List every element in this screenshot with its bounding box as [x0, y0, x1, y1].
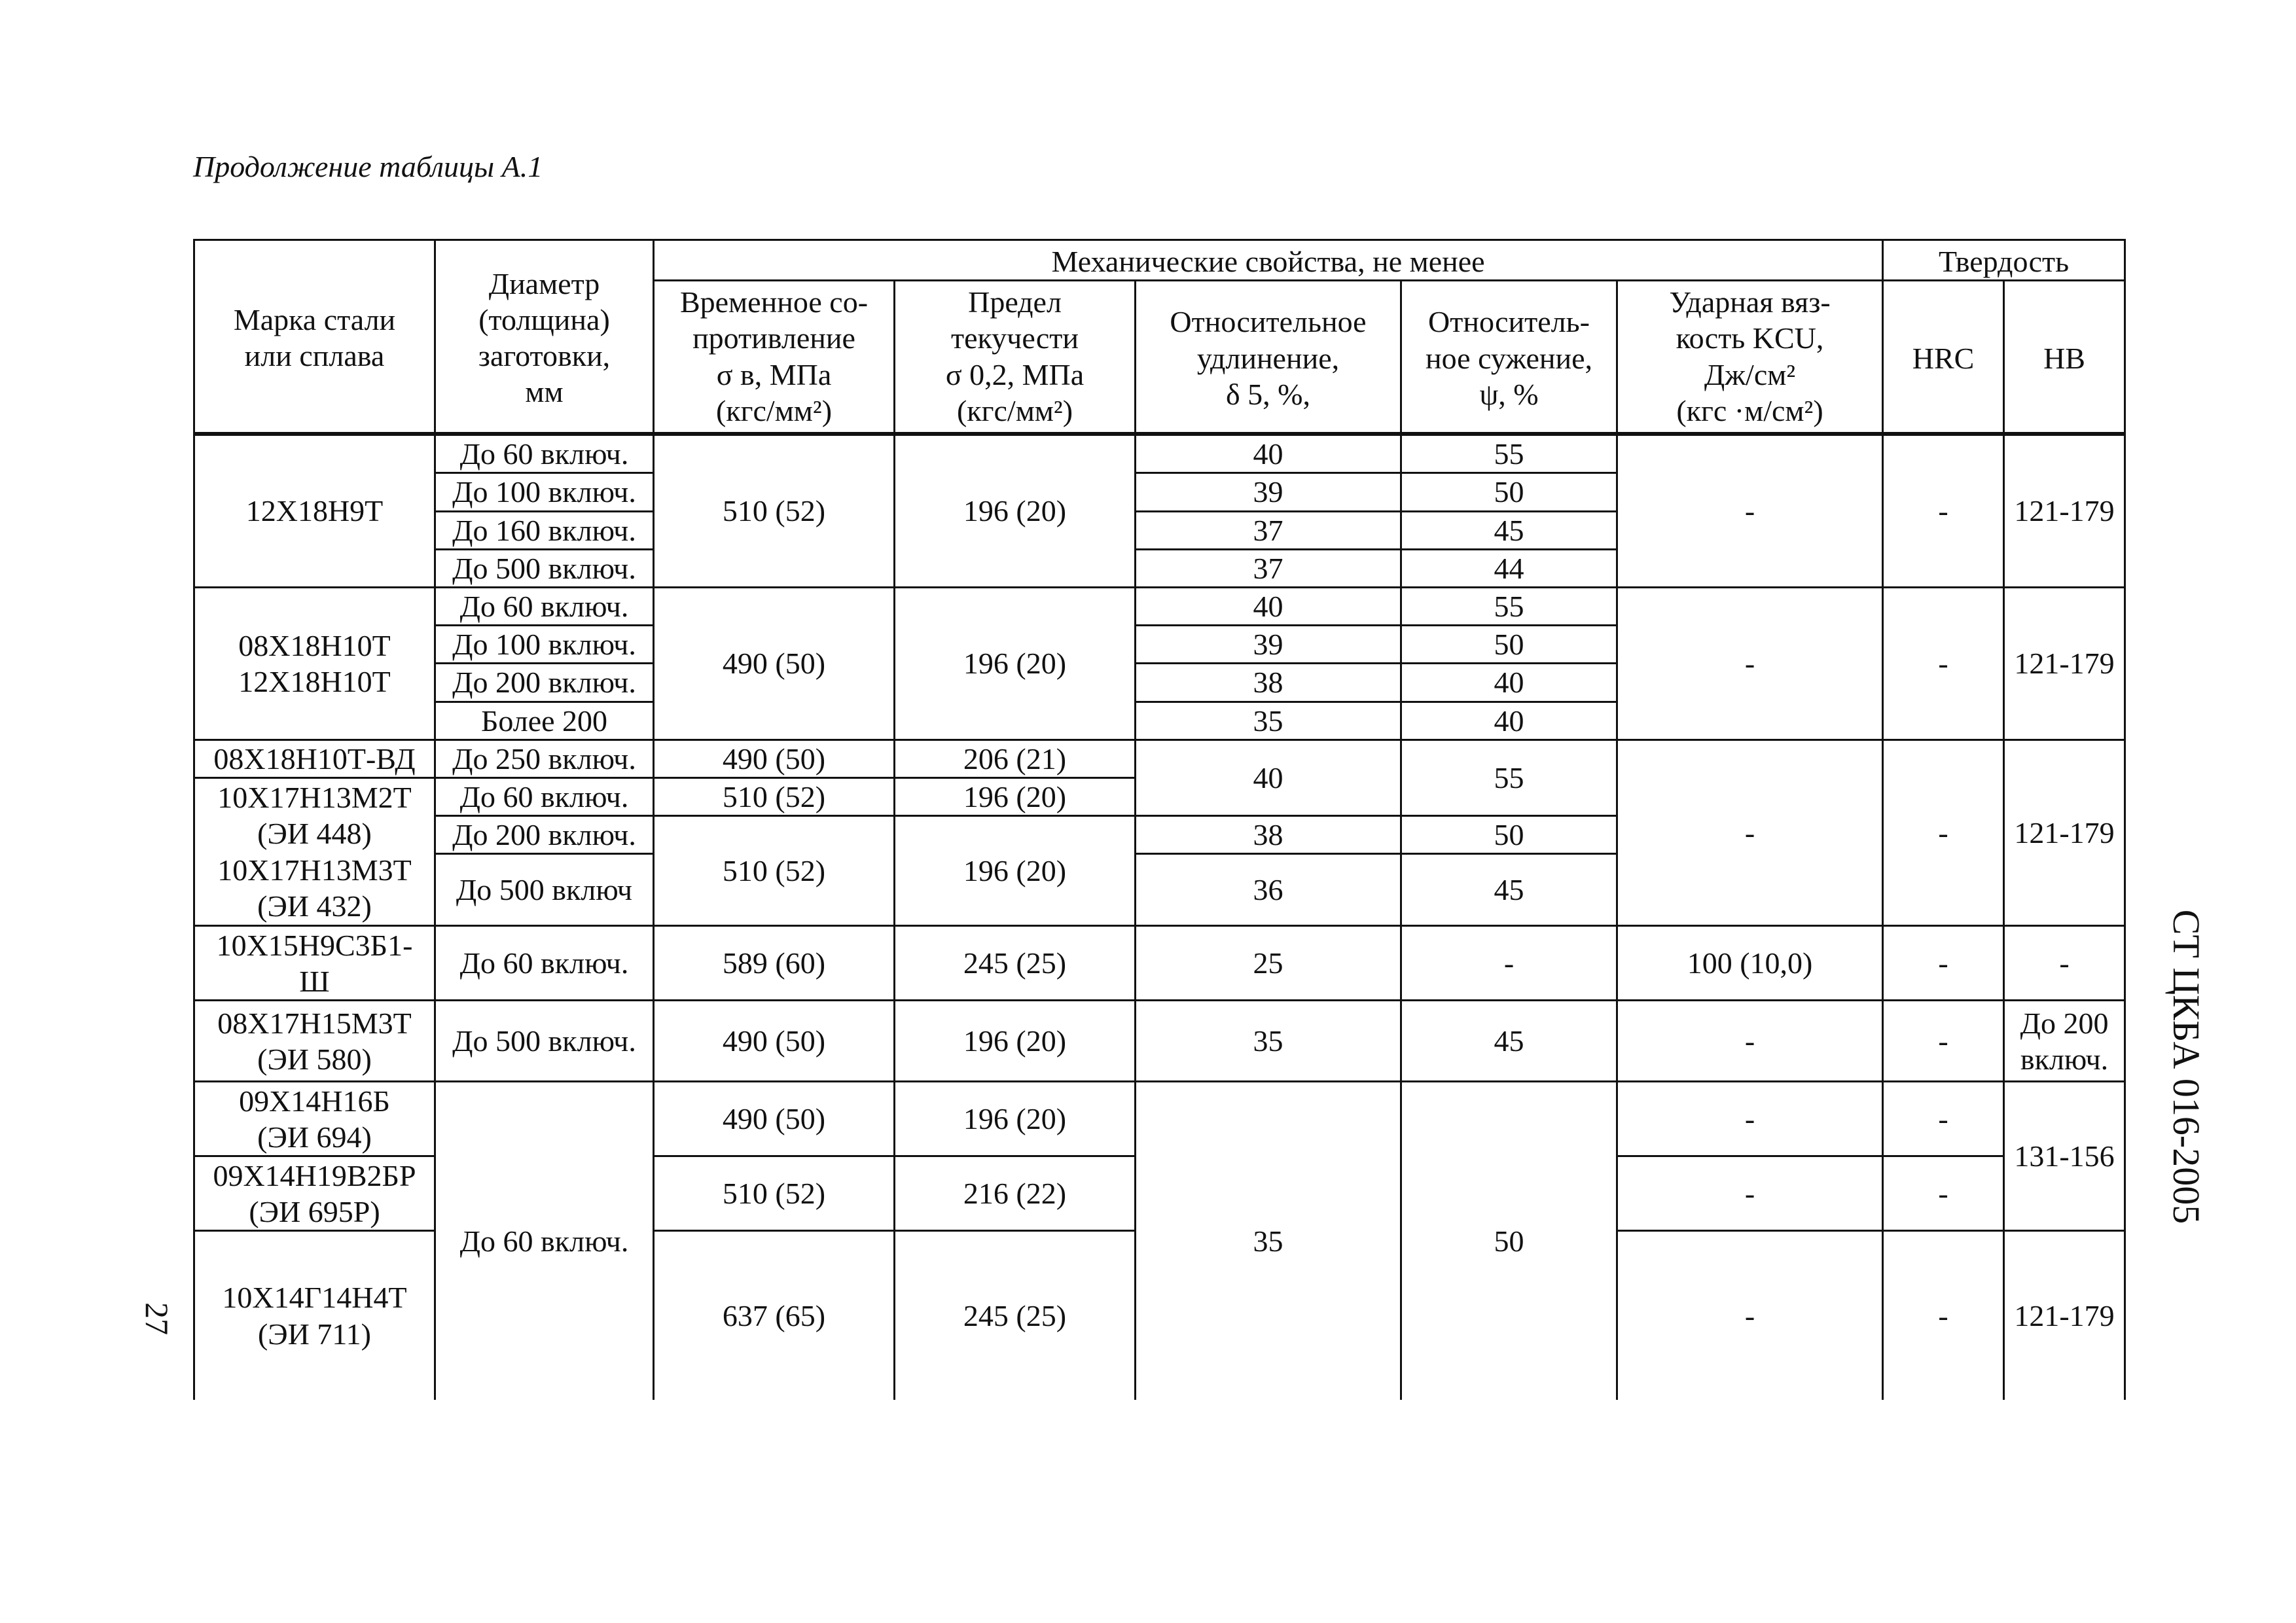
- hb-cell: 121-179: [2004, 740, 2125, 926]
- header-diameter: Диаметр (толщина) заготовки, мм: [435, 240, 654, 435]
- tensile-cell: 510 (52): [654, 1156, 895, 1231]
- diameter-cell: До 100 включ.: [435, 473, 654, 511]
- header-hardness: Твердость: [1883, 240, 2125, 281]
- header-reduction-of-area: Относитель- ное сужение, ψ, %: [1401, 281, 1617, 435]
- yield-cell: 196 (20): [895, 1001, 1136, 1082]
- elongation-cell: 36: [1136, 854, 1401, 926]
- elongation-cell: 38: [1136, 664, 1401, 702]
- table-row: [194, 740, 2125, 777]
- mechanical-properties-table: [193, 239, 2126, 1400]
- reduction-cell: 40: [1401, 664, 1617, 702]
- elongation-cell: 40: [1136, 434, 1401, 473]
- diameter-cell: Более 200: [435, 702, 654, 740]
- impact-cell: -: [1617, 740, 1883, 926]
- hrc-cell: -: [1883, 434, 2004, 587]
- hb-cell: 121-179: [2004, 587, 2125, 740]
- elongation-cell: 37: [1136, 549, 1401, 587]
- header-hrc: HRC: [1883, 281, 2004, 435]
- yield-cell: 216 (22): [895, 1156, 1136, 1231]
- elongation-cell: 35: [1136, 1001, 1401, 1082]
- reduction-cell: 44: [1401, 549, 1617, 587]
- elongation-cell: 25: [1136, 926, 1401, 1001]
- diameter-cell: До 60 включ.: [435, 587, 654, 625]
- impact-cell: 100 (10,0): [1617, 926, 1883, 1001]
- reduction-cell: 55: [1401, 740, 1617, 815]
- reduction-cell: 50: [1401, 626, 1617, 664]
- hrc-cell: -: [1883, 1231, 2004, 1400]
- steel-grade-cell: 08Х18Н10Т 12Х18Н10Т: [194, 587, 435, 740]
- yield-cell: 245 (25): [895, 1231, 1136, 1400]
- header-mechanical-properties: Механические свойства, не менее: [654, 240, 1883, 281]
- elongation-cell: 39: [1136, 473, 1401, 511]
- tensile-cell: 589 (60): [654, 926, 895, 1001]
- elongation-cell: 40: [1136, 740, 1401, 815]
- steel-grade-cell: 08Х18Н10Т-ВД: [194, 740, 435, 777]
- reduction-cell: 55: [1401, 587, 1617, 625]
- reduction-cell: 45: [1401, 854, 1617, 926]
- table-row: [194, 1082, 2125, 1156]
- diameter-cell: До 160 включ.: [435, 511, 654, 549]
- tensile-cell: 490 (50): [654, 740, 895, 777]
- table-row: [194, 926, 2125, 1001]
- reduction-cell: 40: [1401, 702, 1617, 740]
- hb-cell: -: [2004, 926, 2125, 1001]
- steel-grade-cell: 09Х14Н16Б (ЭИ 694): [194, 1082, 435, 1156]
- impact-cell: -: [1617, 434, 1883, 587]
- hrc-cell: -: [1883, 1156, 2004, 1231]
- diameter-cell: До 250 включ.: [435, 740, 654, 777]
- header-yield-strength: Предел текучести σ 0,2, МПа (кгс/мм²): [895, 281, 1136, 435]
- tensile-cell: 510 (52): [654, 777, 895, 815]
- steel-grade-cell: 10Х17Н13М2Т (ЭИ 448) 10Х17Н13М3Т (ЭИ 432): [194, 777, 435, 925]
- hrc-cell: -: [1883, 926, 2004, 1001]
- diameter-cell: До 60 включ.: [435, 777, 654, 815]
- header-impact-toughness: Ударная вяз- кость KCU, Дж/см² (кгс ·м/см²): [1617, 281, 1883, 435]
- yield-cell: 196 (20): [895, 1082, 1136, 1156]
- diameter-cell: До 200 включ.: [435, 816, 654, 854]
- elongation-cell: 37: [1136, 511, 1401, 549]
- hb-cell: 131-156: [2004, 1082, 2125, 1231]
- yield-cell: 196 (20): [895, 434, 1136, 587]
- elongation-cell: 38: [1136, 816, 1401, 854]
- hrc-cell: -: [1883, 1082, 2004, 1156]
- steel-grade-cell: 08Х17Н15М3Т (ЭИ 580): [194, 1001, 435, 1082]
- tensile-cell: 510 (52): [654, 434, 895, 587]
- diameter-cell: До 500 включ.: [435, 1001, 654, 1082]
- header-hb: HB: [2004, 281, 2125, 435]
- document-code: СТ ЦКБА 016-2005: [2165, 909, 2208, 1224]
- impact-cell: -: [1617, 1001, 1883, 1082]
- hb-cell: 121-179: [2004, 1231, 2125, 1400]
- steel-grade-cell: 10Х15Н9С3Б1- Ш: [194, 926, 435, 1001]
- hrc-cell: -: [1883, 740, 2004, 926]
- tensile-cell: 637 (65): [654, 1231, 895, 1400]
- yield-cell: 206 (21): [895, 740, 1136, 777]
- hb-cell: До 200 включ.: [2004, 1001, 2125, 1082]
- impact-cell: -: [1617, 1156, 1883, 1231]
- page-number: 27: [139, 1302, 175, 1335]
- yield-cell: 196 (20): [895, 587, 1136, 740]
- impact-cell: -: [1617, 587, 1883, 740]
- hrc-cell: -: [1883, 1001, 2004, 1082]
- reduction-cell: 55: [1401, 434, 1617, 473]
- steel-grade-cell: 09Х14Н19В2БР (ЭИ 695Р): [194, 1156, 435, 1231]
- reduction-cell: 50: [1401, 1082, 1617, 1400]
- tensile-cell: 490 (50): [654, 1082, 895, 1156]
- tensile-cell: 510 (52): [654, 816, 895, 926]
- hb-cell: 121-179: [2004, 434, 2125, 587]
- elongation-cell: 40: [1136, 587, 1401, 625]
- diameter-cell: До 200 включ.: [435, 664, 654, 702]
- yield-cell: 245 (25): [895, 926, 1136, 1001]
- reduction-cell: 50: [1401, 473, 1617, 511]
- header-tensile-strength: Временное со- противление σ в, МПа (кгс/мм²): [654, 281, 895, 435]
- impact-cell: -: [1617, 1082, 1883, 1156]
- reduction-cell: 50: [1401, 816, 1617, 854]
- reduction-cell: 45: [1401, 511, 1617, 549]
- header-steel-grade: Марка стали или сплава: [194, 240, 435, 435]
- impact-cell: -: [1617, 1231, 1883, 1400]
- table-row: [194, 434, 2125, 473]
- diameter-cell: До 60 включ.: [435, 926, 654, 1001]
- diameter-cell: До 500 включ: [435, 854, 654, 926]
- diameter-cell: До 100 включ.: [435, 626, 654, 664]
- table-row: [194, 1001, 2125, 1082]
- yield-cell: 196 (20): [895, 777, 1136, 815]
- hrc-cell: -: [1883, 587, 2004, 740]
- table-caption: Продолжение таблицы А.1: [193, 150, 543, 183]
- diameter-cell: До 60 включ.: [435, 1082, 654, 1400]
- yield-cell: 196 (20): [895, 816, 1136, 926]
- reduction-cell: 45: [1401, 1001, 1617, 1082]
- elongation-cell: 35: [1136, 702, 1401, 740]
- header-elongation: Относительное удлинение, δ 5, %,: [1136, 281, 1401, 435]
- diameter-cell: До 500 включ.: [435, 549, 654, 587]
- reduction-cell: -: [1401, 926, 1617, 1001]
- tensile-cell: 490 (50): [654, 587, 895, 740]
- steel-grade-cell: 12Х18Н9Т: [194, 434, 435, 587]
- tensile-cell: 490 (50): [654, 1001, 895, 1082]
- steel-grade-cell: 10Х14Г14Н4Т (ЭИ 711): [194, 1231, 435, 1400]
- elongation-cell: 39: [1136, 626, 1401, 664]
- elongation-cell: 35: [1136, 1082, 1401, 1400]
- table-row: [194, 587, 2125, 625]
- diameter-cell: До 60 включ.: [435, 434, 654, 473]
